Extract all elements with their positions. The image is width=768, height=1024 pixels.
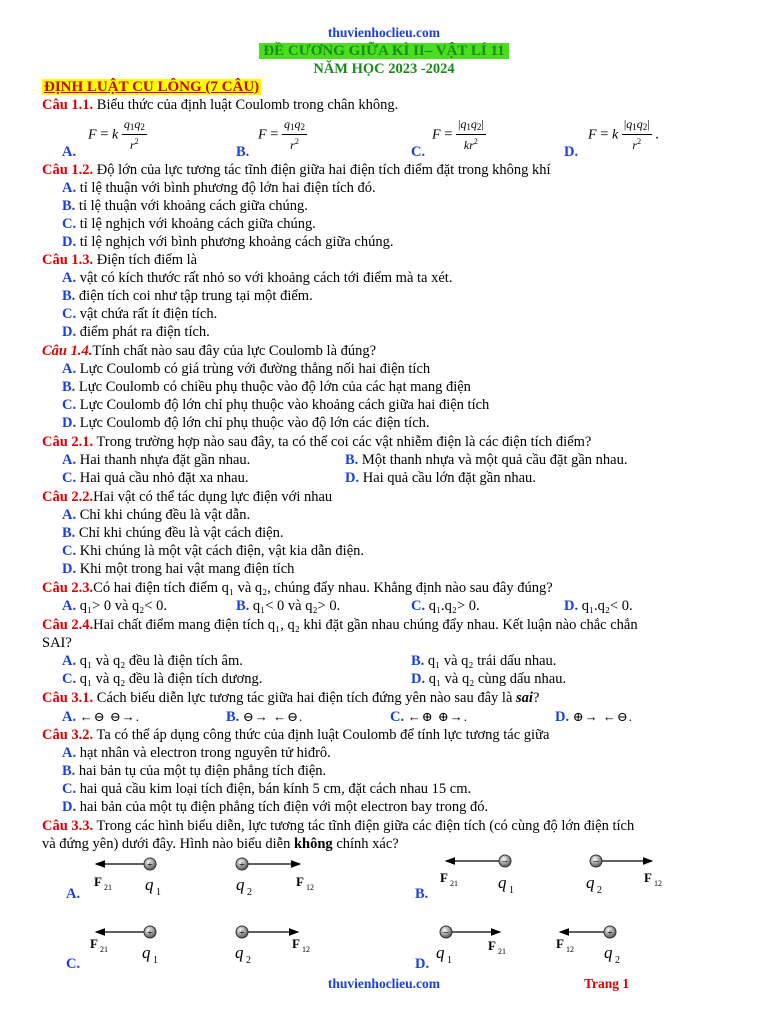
- letter: C.: [62, 216, 77, 232]
- svg-text:+: +: [239, 928, 245, 939]
- header-title: ĐỀ CƯƠNG GIỮA KÌ II– VẬT LÍ 11: [259, 43, 508, 59]
- option-text: q₁ và q₂ đều là điện tích dương.: [79, 671, 263, 687]
- letter: D.: [62, 799, 77, 815]
- letter: A.: [62, 270, 77, 286]
- option-text: hạt nhân và electron trong nguyên tử hiđrô.: [79, 745, 331, 761]
- letter: C.: [62, 543, 77, 559]
- letter: D.: [564, 598, 579, 614]
- option-b[interactable]: [62, 762, 326, 780]
- question-text: Hai chất điểm mang điện tích q₁, q₂ khi đặt gần nhau chúng đẩy nhau. Kết luận nào chắc chắn: [93, 617, 638, 633]
- letter: D.: [555, 709, 570, 725]
- option-text: q₁< 0 và q₂> 0.: [252, 598, 341, 614]
- letter: D.: [62, 234, 77, 250]
- option-text: Chỉ khi chúng đều là vật cách điện.: [78, 525, 284, 541]
- letter: A.: [62, 361, 77, 377]
- question-text: Độ lớn của lực tương tác tĩnh điện giữa hai điện tích điểm đặt trong không khí: [93, 162, 551, 178]
- option-c[interactable]: [62, 780, 471, 798]
- option-d[interactable]: [411, 670, 566, 688]
- option-text: hai quả cầu kim loại tích điện, bán kính 5 cm, đặt cách nhau 15 cm.: [79, 781, 472, 797]
- svg-text:2: 2: [597, 885, 602, 896]
- figure-c[interactable]: [90, 926, 310, 966]
- option-b[interactable]: [62, 524, 283, 542]
- svg-text:2: 2: [615, 955, 620, 966]
- option-text: q₁.q₂> 0.: [428, 598, 480, 614]
- svg-text:12: 12: [306, 883, 314, 892]
- header-year: NĂM HỌC 2023 -2024: [313, 61, 455, 77]
- question-2-1: [42, 433, 591, 451]
- question-label: Câu 2.2.: [42, 489, 94, 505]
- formula-c: F = $\frac{|q_1q_2|}{kr^2}$: [432, 117, 484, 152]
- question-text: và đứng yên) dưới đây. Hình nào biểu diễn: [42, 836, 294, 852]
- letter: A.: [62, 709, 77, 725]
- letter: D.: [62, 415, 77, 431]
- option-text: tỉ lệ nghịch với bình phương khoảng cách giữa chúng.: [79, 234, 394, 250]
- question-2-2: [42, 488, 332, 506]
- option-a[interactable]: [62, 506, 250, 524]
- question-text: Cách biểu diễn lực tương tác giữa hai điện tích đứng yên nào sau đây là: [93, 690, 517, 706]
- svg-text:F: F: [94, 874, 102, 889]
- question-text: Trong trường hợp nào sau đây, ta có thể coi các vật nhiễm điện là các điện tích điểm?: [93, 434, 592, 450]
- svg-text:q: q: [145, 875, 154, 894]
- option-text: vật có kích thước rất nhỏ so với khoảng cách tới điểm mà ta xét.: [79, 270, 453, 286]
- charge-arrow-icon: ←⊖ ⊖→.: [79, 709, 141, 724]
- svg-text:q: q: [236, 875, 245, 894]
- question-text: Hai vật có thể tác dụng lực điện với nhau: [93, 489, 333, 505]
- option-a[interactable]: [62, 360, 430, 378]
- option-text: vật chứa rất ít điện tích.: [79, 306, 218, 322]
- svg-text:1: 1: [156, 887, 161, 898]
- option-text: hai bản của một tụ điện phẳng tích điện với một electron bay trong đó.: [79, 799, 489, 815]
- figure-letter-b: B.: [415, 886, 429, 902]
- charge-arrow-icon: ⊖→ ←⊖.: [242, 709, 304, 724]
- svg-text:q: q: [235, 943, 244, 962]
- option-text: q₁ và q₂ trái dấu nhau.: [427, 653, 557, 669]
- svg-text:q: q: [142, 943, 151, 962]
- option-a[interactable]: [62, 744, 331, 762]
- option-text: Khi một trong hai vật mang điện tích: [79, 561, 295, 577]
- svg-text:1: 1: [447, 955, 452, 966]
- header-site[interactable]: thuvienhoclieu.com: [327, 25, 441, 40]
- figure-letter-d: D.: [415, 956, 430, 972]
- svg-text:2: 2: [247, 887, 252, 898]
- svg-text:−: −: [442, 927, 450, 939]
- charge-arrow-icon: ⊕→ ←⊖.: [572, 709, 634, 724]
- letter: B.: [236, 144, 250, 160]
- question-label: Câu 2.1.: [42, 434, 94, 450]
- question-label: Câu 2.3.: [42, 580, 94, 596]
- svg-text:F: F: [90, 936, 98, 951]
- question-3-3: [42, 817, 634, 835]
- option-text: tỉ lệ thuận với bình phương độ lớn hai điện tích đó.: [79, 180, 376, 196]
- question-label: Câu 2.4.: [42, 617, 94, 633]
- option-b[interactable]: [62, 378, 471, 396]
- svg-text:+: +: [239, 860, 245, 871]
- question-label: Câu 3.2.: [42, 727, 94, 743]
- figure-letter-a: A.: [66, 886, 81, 902]
- force-diagrams: [0, 850, 768, 980]
- question-label: Câu 1.3.: [42, 252, 94, 268]
- option-d[interactable]: [345, 469, 536, 487]
- option-text: Lực Coulomb có chiều phụ thuộc vào độ lớn của các hạt mang điện: [78, 379, 471, 395]
- svg-text:F: F: [556, 936, 564, 951]
- svg-text:q: q: [586, 873, 595, 892]
- letter: B.: [226, 709, 240, 725]
- letter: D.: [62, 561, 77, 577]
- letter: C.: [62, 397, 77, 413]
- option-text: điểm phát ra điện tích.: [79, 324, 210, 340]
- letter: A.: [62, 452, 77, 468]
- option-a[interactable]: [62, 451, 250, 469]
- option-b[interactable]: [411, 652, 556, 670]
- option-c[interactable]: [62, 396, 489, 414]
- letter: A.: [62, 598, 77, 614]
- formula-d: F = k $\frac{|q_1q_2|}{r^2}$ .: [588, 117, 659, 152]
- svg-text:21: 21: [100, 945, 108, 954]
- figure-b[interactable]: [440, 855, 662, 896]
- letter: B.: [62, 198, 76, 214]
- option-c[interactable]: [411, 597, 480, 615]
- svg-text:F: F: [440, 870, 448, 885]
- svg-text:F: F: [644, 870, 652, 885]
- letter: D.: [564, 144, 579, 160]
- figure-d[interactable]: [436, 926, 620, 966]
- option-d[interactable]: [62, 798, 488, 816]
- option-text: q₁ và q₂ cùng dấu nhau.: [428, 671, 567, 687]
- option-letter-b: [236, 143, 249, 161]
- letter: B.: [236, 598, 250, 614]
- svg-text:−: −: [501, 856, 509, 868]
- question-label: Câu 1.1.: [42, 97, 94, 113]
- option-b[interactable]: [226, 708, 303, 726]
- option-d[interactable]: [555, 708, 633, 726]
- svg-text:F: F: [292, 936, 300, 951]
- option-c[interactable]: [62, 542, 364, 560]
- option-text: Chỉ khi chúng đều là vật dẫn.: [79, 507, 251, 523]
- letter: C.: [62, 671, 77, 687]
- letter: D.: [411, 671, 426, 687]
- option-text: Hai thanh nhựa đặt gần nhau.: [79, 452, 251, 468]
- formula-b: F = $\frac{q_1q_2}{r^2}$: [258, 117, 305, 152]
- header-title-wrap: [0, 42, 768, 60]
- option-text: Một thanh nhựa và một quả cầu đặt gần nhau.: [361, 452, 628, 468]
- option-text: q₁ và q₂ đều là điện tích âm.: [79, 653, 243, 669]
- letter: C.: [411, 144, 426, 160]
- svg-text:+: +: [147, 928, 153, 939]
- question-1-3: [42, 251, 197, 269]
- question-label: Câu 3.1.: [42, 690, 94, 706]
- letter: B.: [345, 452, 359, 468]
- svg-text:F: F: [488, 938, 496, 953]
- figure-letter-c: C.: [66, 956, 81, 972]
- option-text: Lực Coulomb độ lớn chỉ phụ thuộc vào khoảng cách giữa hai điện tích: [79, 397, 490, 413]
- letter: D.: [62, 324, 77, 340]
- letter: C.: [62, 306, 77, 322]
- option-text: q₁> 0 và q₂< 0.: [79, 598, 168, 614]
- question-2-4: [42, 616, 638, 634]
- option-a[interactable]: [62, 708, 140, 726]
- section-title: ĐỊNH LUẬT CU LÔNG (7 CÂU): [44, 79, 260, 95]
- option-letter-d: [564, 143, 578, 161]
- option-text: Khi chúng là một vật cách điện, vật kia dẫn điện.: [79, 543, 365, 559]
- svg-text:21: 21: [498, 947, 506, 956]
- svg-text:12: 12: [566, 945, 574, 954]
- letter: C.: [411, 598, 426, 614]
- question-text: Trong các hình biểu diễn, lực tương tác tĩnh điện giữa các điện tích (có cùng độ lớn điện tích: [93, 818, 635, 834]
- option-a[interactable]: [62, 597, 167, 615]
- svg-text:12: 12: [654, 879, 662, 888]
- letter: A.: [62, 507, 77, 523]
- letter: B.: [62, 525, 76, 541]
- svg-text:F: F: [296, 874, 304, 889]
- question-2-3: [42, 579, 553, 597]
- option-text: Lực Coulomb độ lớn chỉ phụ thuộc vào độ lớn các điện tích.: [79, 415, 430, 431]
- option-d[interactable]: [564, 597, 633, 615]
- letter: A.: [62, 745, 77, 761]
- option-a[interactable]: [62, 652, 243, 670]
- question-3-1: [42, 689, 539, 707]
- question-3-2: [42, 726, 549, 744]
- question-label: Câu 1.4.: [42, 343, 93, 359]
- option-letter-c: [411, 143, 425, 161]
- option-c[interactable]: [62, 215, 316, 233]
- question-text: Tính chất nào sau đây của lực Coulomb là đúng?: [92, 343, 377, 359]
- question-label: Câu 1.2.: [42, 162, 94, 178]
- letter: A.: [62, 144, 77, 160]
- question-2-4-cont: SAI?: [42, 635, 72, 651]
- option-b[interactable]: [236, 597, 340, 615]
- option-b[interactable]: [345, 451, 628, 469]
- option-text: Hai quả cầu nhỏ đặt xa nhau.: [79, 470, 249, 486]
- option-b[interactable]: [62, 197, 308, 215]
- option-c[interactable]: [390, 708, 468, 726]
- svg-text:1: 1: [153, 955, 158, 966]
- option-a[interactable]: [62, 179, 376, 197]
- option-text: điện tích coi như tập trung tại một điểm.: [78, 288, 313, 304]
- svg-text:q: q: [498, 873, 507, 892]
- option-a[interactable]: [62, 269, 452, 287]
- option-b[interactable]: [62, 287, 313, 305]
- section-title-wrap: [42, 78, 261, 96]
- svg-text:12: 12: [302, 945, 310, 954]
- svg-text:2: 2: [246, 955, 251, 966]
- option-c[interactable]: [62, 305, 217, 323]
- letter: C.: [62, 781, 77, 797]
- option-d[interactable]: [62, 323, 210, 341]
- letter: B.: [411, 653, 425, 669]
- question-text: Biểu thức của định luật Coulomb trong chân không.: [93, 97, 399, 113]
- svg-text:+: +: [607, 928, 613, 939]
- letter: C.: [62, 470, 77, 486]
- letter: D.: [345, 470, 360, 486]
- formula-a: F = k $\frac{q_1q_2}{r^2}$: [88, 117, 145, 152]
- option-text: Lực Coulomb có giá trùng với đường thẳng nối hai điện tích: [79, 361, 431, 377]
- letter: B.: [62, 379, 76, 395]
- question-text: Có hai điện tích điểm q₁ và q₂, chúng đẩy nhau. Khẳng định nào sau đây đúng?: [93, 580, 553, 596]
- question-1-4: [42, 342, 376, 360]
- svg-text:21: 21: [104, 883, 112, 892]
- option-text: hai bản tụ của một tụ điện phẳng tích điện.: [78, 763, 327, 779]
- option-d[interactable]: [62, 414, 430, 432]
- emphasis: không: [293, 836, 333, 852]
- svg-text:1: 1: [509, 885, 514, 896]
- letter: A.: [62, 653, 77, 669]
- option-d[interactable]: [62, 560, 294, 578]
- footer-site[interactable]: thuvienhoclieu.com: [327, 976, 441, 991]
- svg-text:+: +: [147, 860, 153, 871]
- charge-arrow-icon: ←⊕ ⊕→.: [407, 709, 469, 724]
- option-text: Hai quả cầu lớn đặt gần nhau.: [362, 470, 536, 486]
- footer-page: Trang 1: [584, 976, 630, 991]
- option-text: q₁.q₂< 0.: [581, 598, 633, 614]
- question-end: ?: [532, 690, 540, 706]
- svg-text:21: 21: [450, 879, 458, 888]
- question-text: Ta có thể áp dụng công thức của định luật Coulomb để tính lực tương tác giữa: [93, 727, 550, 743]
- svg-text:q: q: [436, 943, 445, 962]
- option-d[interactable]: [62, 233, 393, 251]
- figure-a[interactable]: [94, 858, 314, 898]
- svg-text:−: −: [592, 856, 600, 868]
- letter: A.: [62, 180, 77, 196]
- letter: B.: [62, 288, 76, 304]
- emphasis: sai: [516, 690, 533, 706]
- letter: B.: [62, 763, 76, 779]
- question-label: Câu 3.3.: [42, 818, 94, 834]
- question-text: Điện tích điểm là: [93, 252, 198, 268]
- option-text: tỉ lệ thuận với khoảng cách giữa chúng.: [78, 198, 308, 214]
- question-1-2: [42, 161, 550, 179]
- svg-text:q: q: [604, 943, 613, 962]
- question-1-1: [42, 96, 398, 114]
- question-text: chính xác?: [332, 836, 399, 852]
- option-text: tỉ lệ nghịch với khoảng cách giữa chúng.: [79, 216, 316, 232]
- option-c[interactable]: [62, 670, 262, 688]
- option-c[interactable]: [62, 469, 248, 487]
- letter: C.: [390, 709, 405, 725]
- option-letter-a: [62, 143, 76, 161]
